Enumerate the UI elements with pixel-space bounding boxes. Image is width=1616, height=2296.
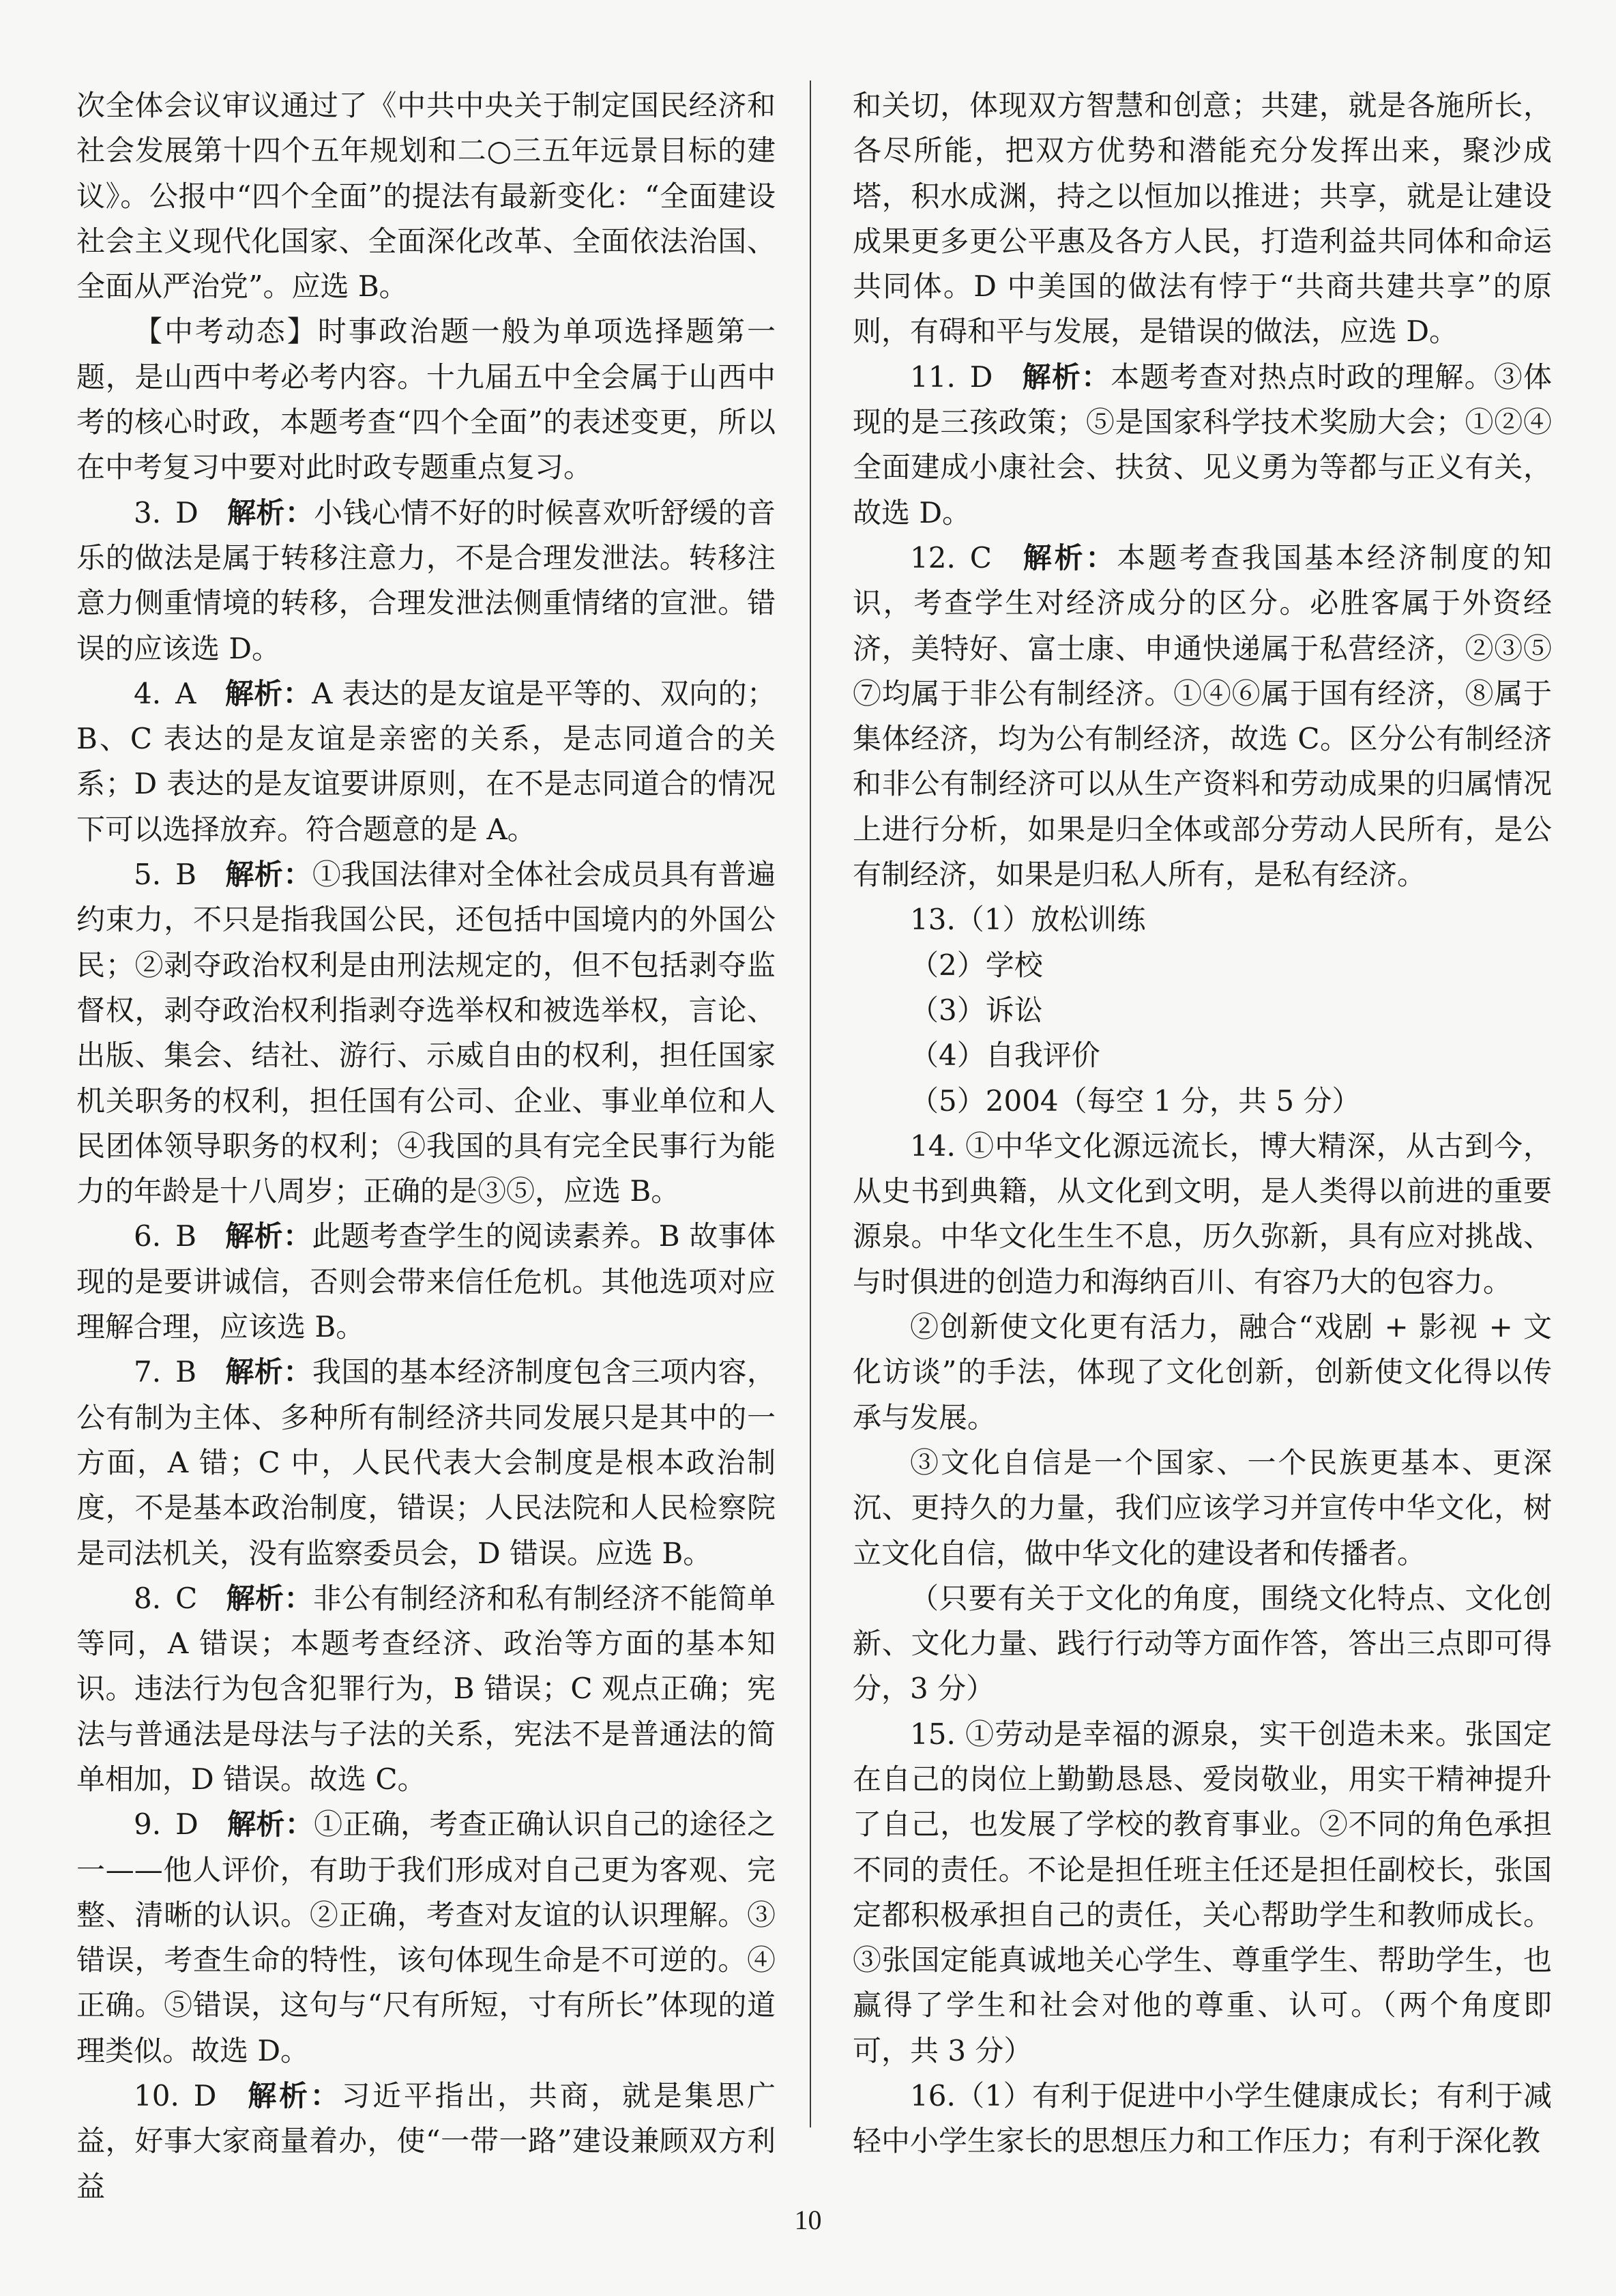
- analysis-label: 解析：: [226, 495, 314, 529]
- answer-number: 5.: [134, 858, 162, 892]
- answer-number: 3.: [134, 495, 162, 529]
- answer-item: [76, 1350, 776, 1575]
- analysis-label: 解析：: [224, 1355, 312, 1389]
- answer-line: 16.（1）有利于促进中小学生健康成长；有利于减轻中小学生家长的思想压力和工作压力；有利于深化教: [853, 2079, 1552, 2158]
- answer-line: （4）自我评价: [910, 1038, 1100, 1073]
- analysis-label: 解析：: [226, 1581, 313, 1615]
- answer-line: （3）诉讼: [910, 993, 1043, 1027]
- answer-item: [76, 1214, 776, 1350]
- answer-number: 10.: [134, 2079, 179, 2113]
- analysis-label: 解析：: [1020, 540, 1117, 575]
- page-number: 10: [794, 2205, 822, 2235]
- paragraph: 次全体会议审议通过了《中共中央关于制定国民经济和社会发展第十四个五年规划和二○三五年远景目标的建议》。公报中“四个全面”的提法有最新变化：“全面建设社会主义现代化国家、全面深化改革、全面依法治国、全面从严治党”。应选 B。: [76, 89, 776, 304]
- paragraph: 和关切，体现双方智慧和创意；共建，就是各施所长，各尽所能，把双方优势和潜能充分发挥出来，聚沙成塔，积水成渊，持之以恒加以推进；共享，就是让建设成果更多更公平惠及各方人民，打造利益共同体和命运共同体。D 中美国的做法有悖于“共商共建共享”的原则，有碍和平与发展，是错误的做法，应选 D。: [853, 89, 1552, 349]
- answer-choice: D: [193, 2079, 217, 2113]
- analysis-label: 解析：: [224, 676, 312, 710]
- column-divider: [810, 81, 811, 2127]
- answer-number: 11.: [910, 360, 956, 394]
- analysis-text: A 表达的是友谊是平等的、双向的；B、C 表达的是友谊是亲密的关系，是志同道合的关系；D 表达的是友谊要讲原则，在不是志同道合的情况下可以选择放弃。符合题意的是 A。: [76, 676, 776, 846]
- analysis-text: 本题考查对热点时政的理解。③体现的是三孩政策；⑤是国家科学技术奖励大会；①②④全面建成小康社会、扶贫、见义勇为等都与正义有关，故选 D。: [853, 360, 1552, 529]
- answer-line: （5）2004（每空 1 分，共 5 分）: [910, 1084, 1361, 1118]
- answer-choice: B: [175, 1219, 196, 1253]
- answer-item: [76, 491, 776, 671]
- analysis-text: 小钱心情不好的时候喜欢听舒缓的音乐的做法是属于转移注意力，不是合理发泄法。转移注意力侧重情境的转移，合理发泄法侧重情绪的宣泄。错误的应该选 D。: [76, 495, 776, 665]
- analysis-label: 解析：: [224, 1219, 312, 1253]
- answer-number: 7.: [134, 1355, 162, 1389]
- analysis-text: 非公有制经济和私有制经济不能简单等同，A 错误；本题考查经济、政治等方面的基本知识。违法行为包含犯罪行为，B 错误；C 观点正确；宪法与普通法是母法与子法的关系，宪法不是普通法的简单相加，D 错误。故选 C。: [76, 1581, 776, 1796]
- answer-item: [76, 852, 776, 1214]
- answer-line: 15. ①劳动是幸福的源泉，实干创造未来。张国定在自己的岗位上勤勤恳恳、爱岗敬业，用实干精神提升了自己，也发展了学校的教育事业。②不同的角色承担不同的责任。不论是担任班主任还是担任副校长，张国定都积极承担自己的责任，关心帮助学生和教师成长。③张国定能真诚地关心学生、尊重学生、帮助学生，也赢得了学生和社会对他的尊重、认可。（两个角度即可，共 3 分）: [853, 1717, 1552, 2067]
- answer-choice: D: [969, 360, 993, 394]
- right-column: [853, 83, 1552, 2164]
- analysis-text: ①我国法律对全体社会成员具有普遍约束力，不只是指我国公民，还包括中国境内的外国公民；②剥夺政治权利是由刑法规定的，但不包括剥夺监督权，剥夺政治权利指剥夺选举权和被选举权，言论、出版、集会、结社、游行、示威自由的权利，担任国家机关职务的权利，担任国有公司、企业、事业单位和人民团体领导职务的权利；④我国的具有完全民事行为能力的年龄是十八周岁；正确的是③⑤，应选 B。: [76, 858, 776, 1208]
- answer-choice: C: [175, 1581, 198, 1615]
- analysis-text: ①正确，考查正确认识自己的途径之一——他人评价，有助于我们形成对自己更为客观、完整、清晰的认识。②正确，考查对友谊的认识理解。③错误，考查生命的特性，该句体现生命是不可逆的。④正确。⑤错误，这句与“尺有所短，寸有所长”体现的道理类似。故选 D。: [76, 1807, 776, 2067]
- answer-item: [76, 671, 776, 852]
- analysis-label: 解析：: [224, 858, 312, 892]
- answer-line: （2）学校: [910, 948, 1043, 982]
- answer-choice: A: [175, 676, 196, 710]
- answer-number: 12.: [910, 540, 956, 575]
- answer-line: ③文化自信是一个国家、一个民族更基本、更深沉、更持久的力量，我们应该学习并宣传中华文化，树立文化自信，做中华文化的建设者和传播者。: [853, 1445, 1552, 1570]
- analysis-text: 我国的基本经济制度包含三项内容，公有制为主体、多种所有制经济共同发展只是其中的一方面，A 错；C 中，人民代表大会制度是根本政治制度，不是基本政治制度，错误；人民法院和人民检察院是司法机关，没有监察委员会，D 错误。应选 B。: [76, 1355, 776, 1570]
- answer-choice: B: [175, 858, 196, 892]
- answer-item: [76, 1802, 776, 2074]
- answer-line: 14. ①中华文化源远流长，博大精深，从古到今，从史书到典籍，从文化到文明，是人类得以前进的重要源泉。中华文化生生不息，历久弥新，具有应对挑战、与时俱进的创造力和海纳百川、有容乃大的包容力。: [853, 1129, 1552, 1298]
- answer-line: 13.（1）放松训练: [910, 903, 1146, 937]
- answer-item: [853, 536, 1552, 897]
- analysis-label: 解析：: [245, 2079, 342, 2113]
- answer-number: 6.: [134, 1219, 162, 1253]
- answer-line: （只要有关于文化的角度，围绕文化特点、文化创新、文化力量、践行行动等方面作答，答出三点即可得分，3 分）: [853, 1581, 1552, 1706]
- answer-item: [76, 2074, 776, 2209]
- answer-choice: D: [175, 1807, 199, 1842]
- answer-choice: B: [175, 1355, 196, 1389]
- answer-number: 8.: [134, 1581, 162, 1615]
- answer-line: ②创新使文化更有活力，融合“戏剧 + 影视 + 文化访谈”的手法，体现了文化创新，创新使文化得以传承与发展。: [853, 1310, 1552, 1434]
- analysis-text: 此题考查学生的阅读素养。B 故事体现的是要讲诚信，否则会带来信任危机。其他选项对应理解合理，应该选 B。: [76, 1219, 776, 1344]
- answer-number: 4.: [134, 676, 162, 710]
- analysis-text: 习近平指出，共商，就是集思广益，好事大家商量着办，使“一带一路”建设兼顾双方利益: [76, 2079, 776, 2203]
- answer-item: [76, 1576, 776, 1802]
- answer-choice: D: [175, 495, 199, 529]
- answer-number: 9.: [134, 1807, 162, 1842]
- left-column: [76, 83, 776, 2209]
- analysis-label: 解析：: [1021, 360, 1111, 394]
- analysis-label: 解析：: [226, 1807, 314, 1842]
- answer-choice: C: [969, 540, 992, 575]
- paragraph: 【中考动态】时事政治题一般为单项选择题第一题，是山西中考必考内容。十九届五中全会属于山西中考的核心时政，本题考查“四个全面”的表述变更，所以在中考复习中要对此时政专题重点复习。: [76, 315, 776, 484]
- answer-item: [853, 355, 1552, 536]
- analysis-text: 本题考查我国基本经济制度的知识，考查学生对经济成分的区分。必胜客属于外资经济，美特好、富士康、申通快递属于私营经济，②③⑤⑦均属于非公有制经济。①④⑥属于国有经济，⑧属于集体经济，均为公有制经济，故选 C。区分公有制经济和非公有制经济可以从生产资料和劳动成果的归属情况上进行分析，如果是归全体或部分劳动人民所有，是公有制经济，如果是归私人所有，是私有经济。: [853, 540, 1552, 892]
